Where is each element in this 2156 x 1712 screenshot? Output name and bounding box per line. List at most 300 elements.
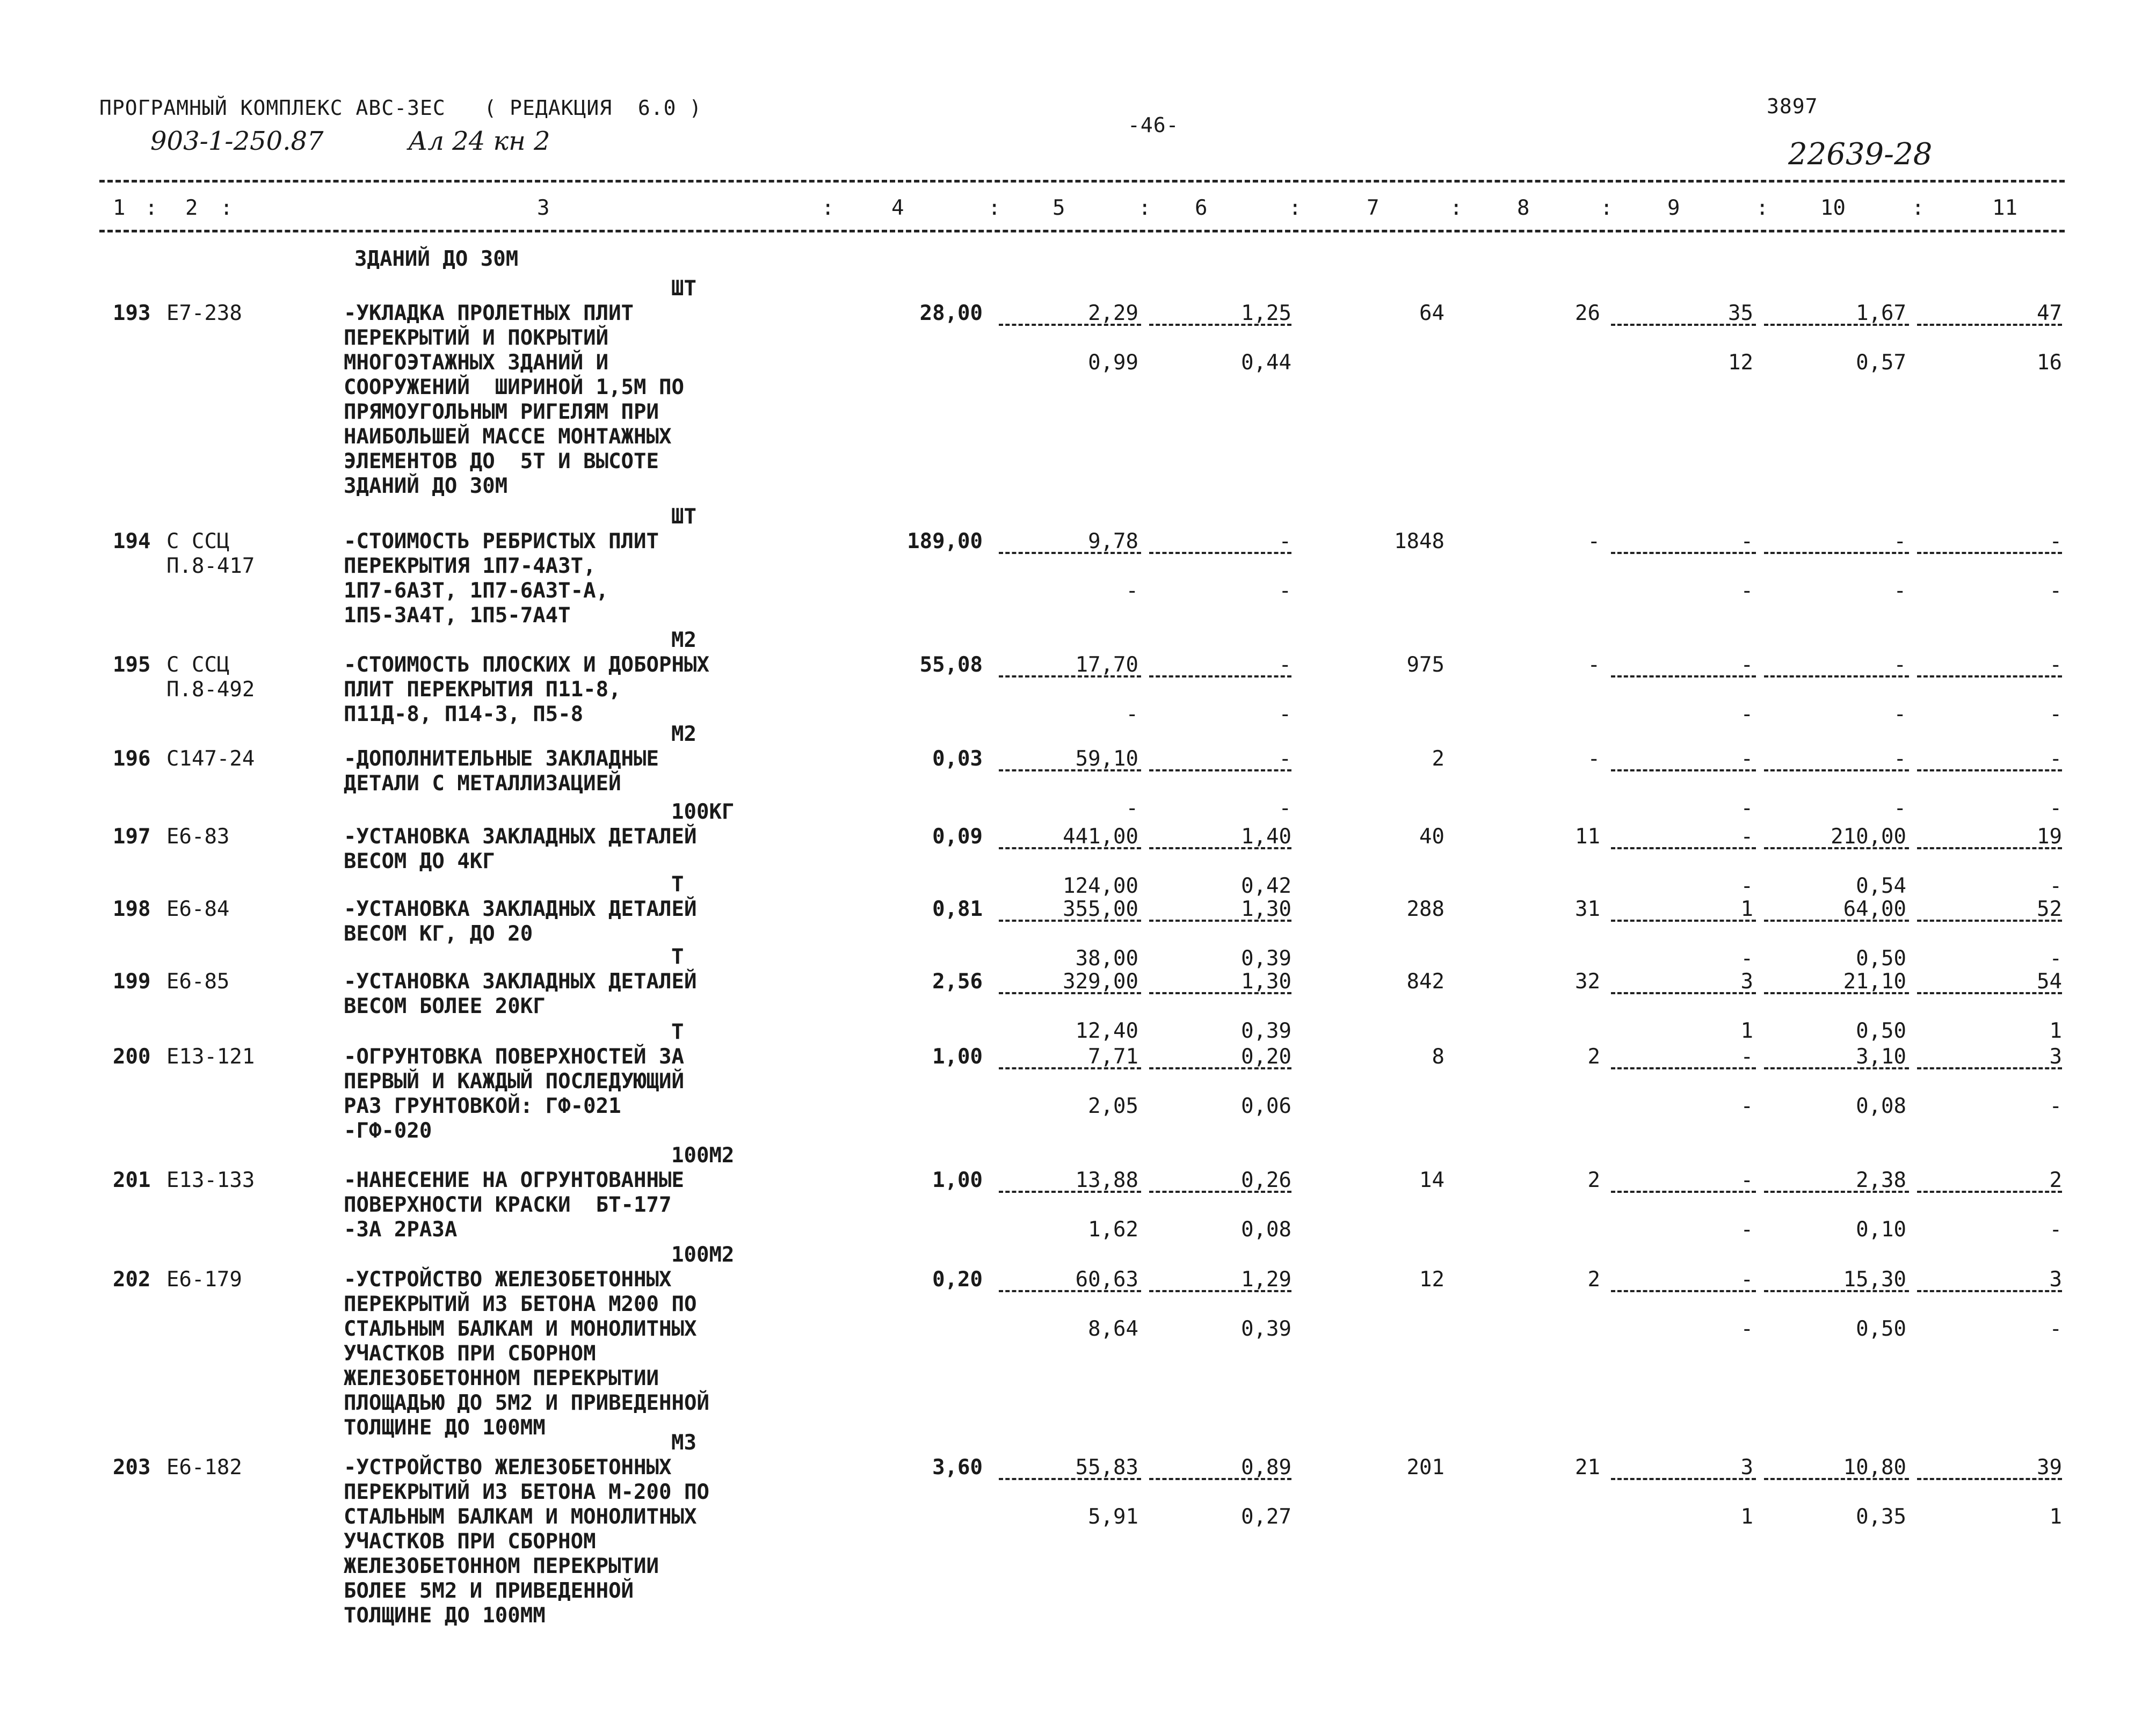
labor-value: - (1893, 747, 1906, 771)
column-header-8: 8 (1517, 196, 1530, 220)
total-cost-value: 842 (1406, 970, 1444, 994)
wage-machine-component-value: - (1279, 702, 1291, 726)
labor-total-value: 3 (2049, 1267, 2062, 1292)
machine-labor-value: 0,57 (1856, 351, 1906, 375)
machine-wage-value: - (1740, 1218, 1753, 1242)
column-header-11: 11 (1992, 196, 2017, 220)
unit-label: ШТ (671, 276, 696, 301)
row-dashed-separator (999, 992, 1141, 994)
total-cost-value: 64 (1419, 301, 1444, 325)
row-dashed-separator (1917, 324, 2062, 326)
machine-wage-value: - (1740, 579, 1753, 603)
row-dashed-separator (1764, 1478, 1909, 1480)
column-separator: : (1912, 196, 1925, 220)
row-dashed-separator (1764, 769, 1909, 771)
machine-cost-value: - (1740, 747, 1753, 771)
column-separator: : (1756, 196, 1769, 220)
machine-labor-total-value: - (2049, 874, 2062, 898)
work-description: ПЕРВЫЙ И КАЖДЫЙ ПОСЛЕДУЮЩИЙ (344, 1069, 684, 1094)
row-dashed-separator (1149, 324, 1291, 326)
machine-cost-value: 3 (1740, 970, 1753, 994)
work-description: -СТОИМОСТЬ ПЛОСКИХ И ДОБОРНЫХ (344, 653, 709, 677)
column-header-2: 2 (185, 196, 198, 220)
quantity-value: 189,00 (907, 529, 983, 553)
unit-cost-machine-value: 0,89 (1241, 1455, 1291, 1480)
row-number: 195 (113, 653, 151, 677)
row-dashed-separator (1611, 1478, 1756, 1480)
work-description: -ОГРУНТОВКА ПОВЕРХНОСТЕЙ ЗА (344, 1045, 684, 1069)
work-description: НАИБОЛЬШЕЙ МАССЕ МОНТАЖНЫХ (344, 425, 672, 449)
row-dashed-separator (1917, 992, 2062, 994)
row-dashed-separator (1149, 992, 1291, 994)
handwritten-album: Ал 24 кн 2 (408, 126, 550, 156)
column-header-5: 5 (1052, 196, 1065, 220)
wage-component-value: 0,99 (1088, 351, 1138, 375)
row-dashed-separator (1149, 675, 1291, 677)
wage-component-value: 124,00 (1063, 874, 1138, 898)
work-description: 1П5-3А4Т, 1П5-7А4Т (344, 603, 571, 628)
row-dashed-separator (1764, 920, 1909, 922)
row-dashed-separator (1764, 1067, 1909, 1069)
machine-labor-total-value: 1 (2049, 1019, 2062, 1043)
unit-label: Т (671, 945, 684, 969)
wage-machine-component-value: 0,06 (1241, 1094, 1291, 1118)
total-cost-value: 40 (1419, 825, 1444, 849)
row-dashed-separator (1611, 847, 1756, 849)
total-cost-value: 14 (1419, 1168, 1444, 1192)
labor-value: - (1893, 653, 1906, 677)
labor-total-value: 47 (2037, 301, 2062, 325)
row-dashed-separator (1917, 675, 2062, 677)
unit-cost-machine-value: 1,25 (1241, 301, 1291, 325)
machine-wage-value: 1 (1740, 1505, 1753, 1529)
labor-total-value: - (2049, 653, 2062, 677)
program-title: ПРОГРАМНЫЙ КОМПЛЕКС АВС-ЗЕС ( РЕДАКЦИЯ 6.0 ) (99, 96, 702, 120)
row-dashed-separator (1764, 552, 1909, 554)
labor-value: 64,00 (1843, 897, 1906, 921)
labor-total-value: 19 (2037, 825, 2062, 849)
machine-cost-value: 35 (1728, 301, 1753, 325)
machine-wage-value: - (1740, 702, 1753, 726)
row-dashed-separator (999, 552, 1141, 554)
wages-value: - (1587, 529, 1600, 553)
wage-component-value: - (1126, 796, 1138, 820)
column-separator: : (1138, 196, 1151, 220)
wages-value: 2 (1587, 1267, 1600, 1292)
unit-cost-value: 13,88 (1075, 1168, 1138, 1192)
resource-code: Е6-84 (166, 897, 230, 921)
work-description: -УСТРОЙСТВО ЖЕЛЕЗОБЕТОННЫХ (344, 1267, 672, 1292)
row-dashed-separator (1764, 324, 1909, 326)
work-description: СТАЛЬНЫМ БАЛКАМ И МОНОЛИТНЫХ (344, 1317, 697, 1341)
unit-cost-machine-value: - (1279, 747, 1291, 771)
unit-cost-value: 329,00 (1063, 970, 1138, 994)
machine-labor-value: - (1893, 796, 1906, 820)
machine-labor-total-value: - (2049, 796, 2062, 820)
row-dashed-separator (1764, 992, 1909, 994)
row-dashed-separator (1611, 1067, 1756, 1069)
row-dashed-separator (1149, 1191, 1291, 1193)
row-dashed-separator (1149, 552, 1291, 554)
row-dashed-separator (1764, 1191, 1909, 1193)
total-cost-value: 1848 (1394, 529, 1444, 553)
unit-cost-machine-value: - (1279, 653, 1291, 677)
wage-machine-component-value: 0,08 (1241, 1218, 1291, 1242)
row-number: 200 (113, 1045, 151, 1069)
row-dashed-separator (999, 1290, 1141, 1292)
work-description: ПЕРЕКРЫТИЙ И ПОКРЫТИЙ (344, 326, 609, 350)
work-description: ПЕРЕКРЫТИЯ 1П7-4А3Т, (344, 554, 596, 578)
labor-total-value: - (2049, 747, 2062, 771)
total-cost-value: 975 (1406, 653, 1444, 677)
machine-labor-total-value: - (2049, 702, 2062, 726)
row-dashed-separator (999, 1478, 1141, 1480)
quantity-value: 0,81 (932, 897, 983, 921)
row-dashed-separator (1917, 1290, 2062, 1292)
resource-code: Е6-85 (166, 970, 230, 994)
unit-label: 100КГ (671, 800, 735, 824)
wage-machine-component-value: 0,39 (1241, 1019, 1291, 1043)
wages-value: 11 (1575, 825, 1600, 849)
work-description: -УСТАНОВКА ЗАКЛАДНЫХ ДЕТАЛЕЙ (344, 897, 697, 921)
labor-value: 2,38 (1856, 1168, 1906, 1192)
column-separator: : (1289, 196, 1302, 220)
row-dashed-separator (999, 1067, 1141, 1069)
resource-code: С ССЦ (166, 653, 230, 677)
work-description: ДЕТАЛИ С МЕТАЛЛИЗАЦИЕЙ (344, 771, 621, 796)
column-header-4: 4 (891, 196, 904, 220)
row-dashed-separator (999, 1191, 1141, 1193)
labor-value: 21,10 (1843, 970, 1906, 994)
row-dashed-separator (1917, 1191, 2062, 1193)
wage-component-value: 12,40 (1075, 1019, 1138, 1043)
wage-machine-component-value: - (1279, 579, 1291, 603)
wages-value: 21 (1575, 1455, 1600, 1480)
work-description: ПЕРЕКРЫТИЙ ИЗ БЕТОНА М200 ПО (344, 1292, 697, 1316)
unit-label: М3 (671, 1431, 696, 1455)
row-dashed-separator (1917, 1067, 2062, 1069)
work-description: ВЕСОМ БОЛЕЕ 20КГ (344, 994, 546, 1018)
work-description: -УСТАНОВКА ЗАКЛАДНЫХ ДЕТАЛЕЙ (344, 825, 697, 849)
column-separator: : (145, 196, 158, 220)
machine-labor-value: 0,50 (1856, 1317, 1906, 1341)
row-dashed-separator (1611, 920, 1756, 922)
machine-labor-value: 0,08 (1856, 1094, 1906, 1118)
column-separator: : (988, 196, 1001, 220)
row-dashed-separator (1611, 552, 1756, 554)
work-description: РАЗ ГРУНТОВКОЙ: ГФ-021 (344, 1094, 621, 1118)
handwritten-project-code: 903-1-250.87 (150, 126, 324, 156)
machine-labor-value: 0,50 (1856, 946, 1906, 971)
wage-machine-component-value: 0,39 (1241, 946, 1291, 971)
row-dashed-separator (1764, 1290, 1909, 1292)
row-dashed-separator (1917, 920, 2062, 922)
unit-label: ШТ (671, 505, 696, 529)
work-description: -ДОПОЛНИТЕЛЬНЫЕ ЗАКЛАДНЫЕ (344, 747, 659, 771)
machine-wage-value: - (1740, 874, 1753, 898)
row-dashed-separator (1149, 1290, 1291, 1292)
wages-value: 32 (1575, 970, 1600, 994)
row-dashed-separator (1917, 769, 2062, 771)
work-description: БОЛЕЕ 5М2 И ПРИВЕДЕННОЙ (344, 1579, 634, 1603)
total-cost-value: 8 (1432, 1045, 1444, 1069)
machine-cost-value: - (1740, 825, 1753, 849)
row-number: 199 (113, 970, 151, 994)
work-description: ЖЕЛЕЗОБЕТОННОМ ПЕРЕКРЫТИИ (344, 1554, 659, 1578)
work-description: ПОВЕРХНОСТИ КРАСКИ БТ-177 (344, 1193, 672, 1217)
unit-cost-value: 2,29 (1088, 301, 1138, 325)
total-cost-value: 201 (1406, 1455, 1444, 1480)
header-bottom-rule (99, 230, 2065, 232)
machine-cost-value: - (1740, 653, 1753, 677)
column-separator: : (822, 196, 834, 220)
machine-labor-total-value: - (2049, 1218, 2062, 1242)
row-dashed-separator (1611, 769, 1756, 771)
work-description: -УКЛАДКА ПРОЛЕТНЫХ ПЛИТ (344, 301, 634, 325)
machine-labor-total-value: 1 (2049, 1505, 2062, 1529)
unit-cost-machine-value: 1,29 (1241, 1267, 1291, 1292)
unit-cost-machine-value: 1,30 (1241, 897, 1291, 921)
machine-labor-value: - (1893, 579, 1906, 603)
row-dashed-separator (1917, 552, 2062, 554)
work-description: УЧАСТКОВ ПРИ СБОРНОМ (344, 1342, 596, 1366)
machine-labor-value: 0,54 (1856, 874, 1906, 898)
work-description: ПЛОЩАДЬЮ ДО 5М2 И ПРИВЕДЕННОЙ (344, 1391, 709, 1415)
machine-wage-value: - (1740, 1094, 1753, 1118)
unit-cost-value: 7,71 (1088, 1045, 1138, 1069)
machine-labor-total-value: 16 (2037, 351, 2062, 375)
labor-value: 1,67 (1856, 301, 1906, 325)
machine-cost-value: - (1740, 529, 1753, 553)
resource-code: Е13-133 (166, 1168, 255, 1192)
machine-labor-value: 0,35 (1856, 1505, 1906, 1529)
work-description: -СТОИМОСТЬ РЕБРИСТЫХ ПЛИТ (344, 529, 659, 553)
column-header-1: 1 (113, 196, 126, 220)
row-dashed-separator (999, 769, 1141, 771)
work-description: ТОЛЩИНЕ ДО 100ММ (344, 1416, 546, 1440)
unit-cost-value: 355,00 (1063, 897, 1138, 921)
header-top-rule (99, 180, 2065, 183)
wage-component-value: 38,00 (1075, 946, 1138, 971)
total-cost-value: 288 (1406, 897, 1444, 921)
unit-cost-value: 9,78 (1088, 529, 1138, 553)
resource-code: С ССЦ (166, 529, 230, 553)
unit-cost-machine-value: 1,30 (1241, 970, 1291, 994)
column-header-3: 3 (537, 196, 550, 220)
unit-label: Т (671, 1020, 684, 1044)
row-dashed-separator (1149, 920, 1291, 922)
row-number: 194 (113, 529, 151, 553)
labor-value: 210,00 (1831, 825, 1906, 849)
wage-component-value: - (1126, 702, 1138, 726)
work-description: ТОЛЩИНЕ ДО 100ММ (344, 1604, 546, 1628)
wage-machine-component-value: 0,39 (1241, 1317, 1291, 1341)
unit-label: М2 (671, 722, 696, 746)
machine-labor-value: 0,50 (1856, 1019, 1906, 1043)
work-description: ЗДАНИЙ ДО 30М (344, 474, 508, 498)
resource-code: Е13-121 (166, 1045, 255, 1069)
row-dashed-separator (1149, 1067, 1291, 1069)
work-description: -НАНЕСЕНИЕ НА ОГРУНТОВАННЫЕ (344, 1168, 684, 1192)
quantity-value: 1,00 (932, 1045, 983, 1069)
wage-component-value: 2,05 (1088, 1094, 1138, 1118)
row-dashed-separator (999, 847, 1141, 849)
column-header-6: 6 (1195, 196, 1208, 220)
quantity-value: 3,60 (932, 1455, 983, 1480)
machine-wage-value: - (1740, 796, 1753, 820)
row-dashed-separator (1149, 769, 1291, 771)
work-description: -УСТАНОВКА ЗАКЛАДНЫХ ДЕТАЛЕЙ (344, 970, 697, 994)
machine-labor-total-value: - (2049, 1317, 2062, 1341)
column-separator: : (220, 196, 233, 220)
machine-labor-total-value: - (2049, 946, 2062, 971)
wages-value: - (1587, 653, 1600, 677)
resource-code: С147-24 (166, 747, 255, 771)
machine-labor-total-value: - (2049, 579, 2062, 603)
quantity-value: 0,20 (932, 1267, 983, 1292)
labor-value: - (1893, 529, 1906, 553)
work-description: ВЕСОМ ДО 4КГ (344, 849, 495, 873)
unit-cost-value: 55,83 (1075, 1455, 1138, 1480)
wage-machine-component-value: - (1279, 796, 1291, 820)
row-dashed-separator (1149, 847, 1291, 849)
work-description: -ГФ-020 (344, 1119, 432, 1143)
row-dashed-separator (999, 324, 1141, 326)
wages-value: 2 (1587, 1168, 1600, 1192)
row-number: 203 (113, 1455, 151, 1480)
quantity-value: 1,00 (932, 1168, 983, 1192)
work-description: МНОГОЭТАЖНЫХ ЗДАНИЙ И (344, 351, 609, 375)
column-header-9: 9 (1667, 196, 1680, 220)
row-dashed-separator (1611, 324, 1756, 326)
sheet-number: 3897 (1767, 94, 1818, 118)
wage-component-value: 5,91 (1088, 1505, 1138, 1529)
column-header-10: 10 (1820, 196, 1846, 220)
machine-labor-value: 0,10 (1856, 1218, 1906, 1242)
resource-code: Е6-83 (166, 825, 230, 849)
document-number: 22639-28 (1788, 137, 1933, 172)
unit-cost-value: 441,00 (1063, 825, 1138, 849)
labor-total-value: 52 (2037, 897, 2062, 921)
wage-machine-component-value: 0,44 (1241, 351, 1291, 375)
row-number: 196 (113, 747, 151, 771)
quantity-value: 28,00 (919, 301, 983, 325)
labor-value: 10,80 (1843, 1455, 1906, 1480)
row-dashed-separator (999, 920, 1141, 922)
row-dashed-separator (1611, 1191, 1756, 1193)
total-cost-value: 2 (1432, 747, 1444, 771)
machine-labor-value: - (1893, 702, 1906, 726)
work-description: -УСТРОЙСТВО ЖЕЛЕЗОБЕТОННЫХ (344, 1455, 672, 1480)
resource-code: Е6-179 (166, 1267, 242, 1292)
work-description: ВЕСОМ КГ, ДО 20 (344, 922, 533, 946)
wage-machine-component-value: 0,42 (1241, 874, 1291, 898)
work-description: -ЗА 2РАЗА (344, 1218, 458, 1242)
wage-component-value: 8,64 (1088, 1317, 1138, 1341)
resource-code: Е7-238 (166, 301, 242, 325)
machine-wage-value: - (1740, 946, 1753, 971)
work-description: 1П7-6А3Т, 1П7-6А3Т-А, (344, 579, 609, 603)
quantity-value: 0,03 (932, 747, 983, 771)
unit-label: Т (671, 872, 684, 897)
work-description: СООРУЖЕНИЙ ШИРИНОЙ 1,5М ПО (344, 375, 684, 399)
labor-total-value: 3 (2049, 1045, 2062, 1069)
wages-value: 26 (1575, 301, 1600, 325)
intro-continuation-text: ЗДАНИЙ ДО 30М (354, 247, 519, 271)
machine-wage-value: - (1740, 1317, 1753, 1341)
labor-total-value: 54 (2037, 970, 2062, 994)
resource-code: П.8-417 (166, 554, 255, 578)
labor-total-value: 39 (2037, 1455, 2062, 1480)
work-description: ПЕРЕКРЫТИЙ ИЗ БЕТОНА М-200 ПО (344, 1480, 709, 1504)
machine-cost-value: 1 (1740, 897, 1753, 921)
row-number: 201 (113, 1168, 151, 1192)
work-description: П11Д-8, П14-3, П5-8 (344, 702, 584, 726)
labor-total-value: 2 (2049, 1168, 2062, 1192)
work-description: СТАЛЬНЫМ БАЛКАМ И МОНОЛИТНЫХ (344, 1505, 697, 1529)
column-separator: : (1450, 196, 1463, 220)
total-cost-value: 12 (1419, 1267, 1444, 1292)
wages-value: 2 (1587, 1045, 1600, 1069)
unit-cost-machine-value: - (1279, 529, 1291, 553)
resource-code: Е6-182 (166, 1455, 242, 1480)
row-dashed-separator (1917, 847, 2062, 849)
quantity-value: 0,09 (932, 825, 983, 849)
wage-machine-component-value: 0,27 (1241, 1505, 1291, 1529)
labor-value: 3,10 (1856, 1045, 1906, 1069)
machine-cost-value: - (1740, 1267, 1753, 1292)
wage-component-value: 1,62 (1088, 1218, 1138, 1242)
resource-code: П.8-492 (166, 677, 255, 702)
row-dashed-separator (1764, 675, 1909, 677)
row-dashed-separator (1611, 675, 1756, 677)
machine-labor-total-value: - (2049, 1094, 2062, 1118)
row-dashed-separator (1611, 1290, 1756, 1292)
quantity-value: 55,08 (919, 653, 983, 677)
unit-label: 100М2 (671, 1243, 735, 1267)
work-description: ПРЯМОУГОЛЬНЫМ РИГЕЛЯМ ПРИ (344, 400, 659, 424)
unit-cost-machine-value: 0,20 (1241, 1045, 1291, 1069)
work-description: ПЛИТ ПЕРЕКРЫТИЯ П11-8, (344, 677, 621, 702)
row-number: 193 (113, 301, 151, 325)
machine-cost-value: 3 (1740, 1455, 1753, 1480)
row-dashed-separator (1611, 992, 1756, 994)
unit-label: 100М2 (671, 1143, 735, 1168)
row-dashed-separator (1917, 1478, 2062, 1480)
labor-value: 15,30 (1843, 1267, 1906, 1292)
unit-cost-value: 17,70 (1075, 653, 1138, 677)
wages-value: 31 (1575, 897, 1600, 921)
row-number: 198 (113, 897, 151, 921)
unit-cost-value: 59,10 (1075, 747, 1138, 771)
row-number: 202 (113, 1267, 151, 1292)
machine-cost-value: - (1740, 1168, 1753, 1192)
machine-wage-value: 12 (1728, 351, 1753, 375)
unit-cost-machine-value: 1,40 (1241, 825, 1291, 849)
column-separator: : (1600, 196, 1613, 220)
unit-label: М2 (671, 628, 696, 652)
row-number: 197 (113, 825, 151, 849)
work-description: ЭЛЕМЕНТОВ ДО 5Т И ВЫСОТЕ (344, 449, 659, 473)
machine-cost-value: - (1740, 1045, 1753, 1069)
machine-wage-value: 1 (1740, 1019, 1753, 1043)
work-description: ЖЕЛЕЗОБЕТОННОМ ПЕРЕКРЫТИИ (344, 1366, 659, 1390)
unit-cost-value: 60,63 (1075, 1267, 1138, 1292)
wage-component-value: - (1126, 579, 1138, 603)
page-number: -46- (1128, 113, 1179, 137)
work-description: УЧАСТКОВ ПРИ СБОРНОМ (344, 1529, 596, 1554)
wages-value: - (1587, 747, 1600, 771)
